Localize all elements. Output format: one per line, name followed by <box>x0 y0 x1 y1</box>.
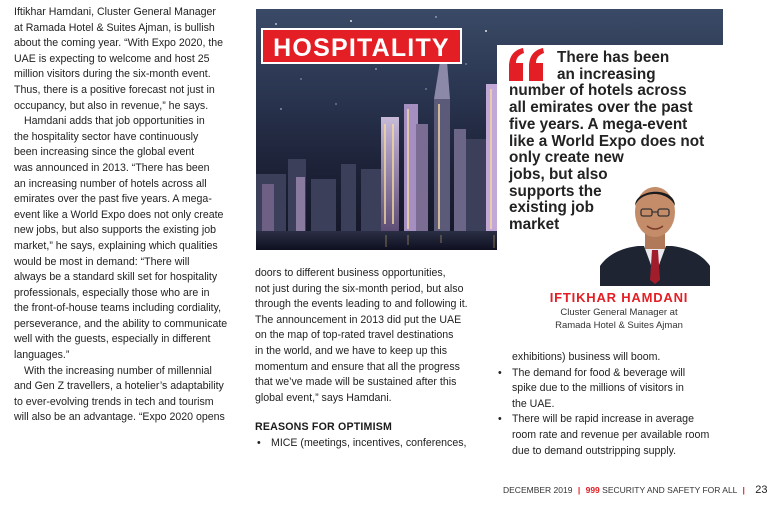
text-line: There will be rapid increase in average <box>512 413 694 426</box>
footer-separator: | <box>742 485 745 495</box>
quote-line: jobs, but also <box>509 165 608 183</box>
article-column-3 <box>496 350 728 459</box>
bullet-icon: • <box>498 366 502 379</box>
text-line: due to demand outstripping supply. <box>512 444 677 457</box>
bullet-icon: • <box>257 436 261 449</box>
text-line: UAE is expecting to welcome and host 25 <box>14 52 210 65</box>
text-line: new jobs, but also supports the existing job <box>14 224 216 237</box>
text-line: on the map of top-rated travel destinations <box>255 329 454 342</box>
text-line: MICE (meetings, incentives, conferences, <box>271 436 467 449</box>
section-heading: REASONS FOR OPTIMISM <box>255 421 393 434</box>
text-line: would be most in demand: “There will <box>14 255 190 268</box>
text-line: With the increasing number of millennial <box>24 364 212 377</box>
quote-line: supports the <box>509 182 602 200</box>
quote-line: market <box>509 216 560 234</box>
quote-line: like a World Expo does not <box>509 132 705 150</box>
quote-line: only create new <box>509 149 624 167</box>
text-line: that we’ve made will be sustained after this <box>255 376 457 389</box>
person-role: Cluster General Manager at <box>560 307 678 318</box>
text-line: momentum and ensure that all the progress <box>255 360 460 373</box>
text-line: well with the guests, especially in different <box>14 333 211 346</box>
bullet-icon: • <box>498 413 502 426</box>
quote-line: There has been <box>557 49 670 66</box>
quote-line: all emirates over the past <box>509 99 693 117</box>
text-line: the hospitality sector have continuously <box>14 130 199 143</box>
text-line: The announcement in 2013 did put the UAE <box>255 313 462 326</box>
text-line: about the coming year. “With Expo 2020, the <box>14 37 224 50</box>
text-line: not just during the six-month period, but also <box>255 282 464 295</box>
text-line: spike due to the millions of visitors in <box>512 382 684 395</box>
quote-line: an increasing <box>557 65 656 83</box>
brand-logo: 999 <box>585 485 600 495</box>
paragraph <box>255 266 487 406</box>
text-line: in the world, and we have to keep up this <box>255 344 447 357</box>
text-line: was announced in 2013. “There has been <box>14 161 210 174</box>
text-line: languages.” <box>14 349 70 362</box>
text-line: an increasing number of hotels across all <box>14 177 207 190</box>
paragraph <box>14 114 250 364</box>
text-line: event like a World Expo does not only create <box>14 208 224 221</box>
footer-separator: | <box>577 485 581 495</box>
text-line: occupancy, but also in revenue,” he says. <box>14 99 209 112</box>
text-line: The demand for food & beverage will <box>512 366 686 379</box>
portrait-photo <box>600 176 710 286</box>
person-name: IFTIKHAR HAMDANI <box>549 290 689 305</box>
page-number: 23 <box>755 484 767 496</box>
paragraph <box>14 5 250 114</box>
text-line: Thus, there is a positive forecast not just in <box>14 83 215 96</box>
text-line: professionals, especially those who are in <box>14 286 210 299</box>
text-line: Iftikhar Hamdani, Cluster General Manager <box>14 6 216 18</box>
text-line: market,” he says, explaining which qualities <box>14 239 218 252</box>
quote-line: existing job <box>509 199 594 217</box>
text-line: to ever-evolving trends in tech and tourism <box>14 395 214 408</box>
text-line: at Ramada Hotel & Suites Ajman, is bullish <box>14 21 215 34</box>
text-line: perseverance, and the ability to communicate <box>14 317 228 330</box>
text-line: Hamdani adds that job opportunities in <box>24 115 205 128</box>
article-column-2 <box>255 266 487 452</box>
paragraph <box>14 364 250 426</box>
text-line: the UAE. <box>512 397 555 410</box>
list-item <box>496 366 728 413</box>
publication-name: SECURITY AND SAFETY FOR ALL <box>602 485 738 495</box>
paragraph <box>496 350 728 366</box>
text-line: always be a standard skill set for hospitality <box>14 271 218 284</box>
text-line: and Gen Z travellers, a hotelier’s adaptability <box>14 380 224 393</box>
text-line: room rate and revenue per available room <box>512 428 710 441</box>
person-company: Ramada Hotel & Suites Ajman <box>555 320 683 331</box>
text-line: emirates over the past five years. A mega- <box>14 193 212 206</box>
quote-mark-icon <box>507 47 547 83</box>
text-line: million visitors during the six-month event. <box>14 68 211 81</box>
text-line: exhibitions) business will boom. <box>512 351 661 363</box>
page-footer <box>503 484 767 496</box>
text-line: global event,” says Hamdani. <box>255 391 392 404</box>
issue-date: DECEMBER 2019 <box>503 485 573 495</box>
list-item <box>496 412 728 459</box>
section-tag: HOSPITALITY <box>261 28 462 64</box>
quote-line: number of hotels across <box>509 82 687 100</box>
quote-line: five years. A mega-event <box>509 115 688 133</box>
article-column-1 <box>14 5 250 426</box>
text-line: doors to different business opportunities, <box>255 267 446 279</box>
text-line: the front-of-house teams including cordiality, <box>14 302 222 315</box>
text-line: through the events leading to and following it. <box>255 298 468 311</box>
text-line: will also be an advantage. “Expo 2020 opens <box>14 411 225 424</box>
text-line: been increasing since the global event <box>14 146 195 159</box>
list-item <box>255 436 487 452</box>
